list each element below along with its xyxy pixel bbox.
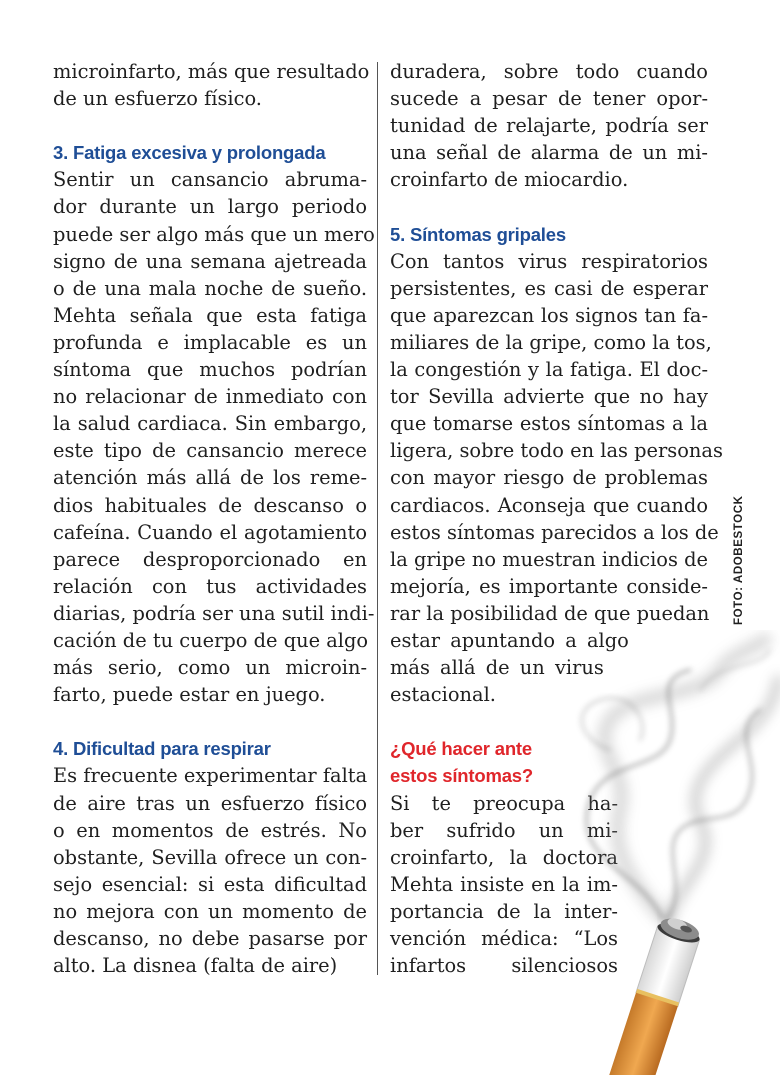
text-line: más allá de un virus bbox=[390, 656, 604, 680]
text-line: miliares de la gripe, como la tos, bbox=[390, 330, 712, 354]
text-line: profunda e implacable es un bbox=[53, 330, 367, 354]
text-line: no mejora con un momento de bbox=[53, 899, 367, 923]
cigarette bbox=[609, 914, 704, 1075]
text-line: con mayor riesgo de problemas bbox=[390, 466, 708, 490]
column-divider bbox=[377, 62, 378, 975]
text-line: estacional. bbox=[390, 683, 496, 707]
text-line: estos síntomas parecidos a los de bbox=[390, 520, 719, 544]
text-line: no relacionar de inmediato con bbox=[53, 385, 367, 409]
text-line: Si te preocupa ha- bbox=[390, 791, 618, 815]
text-line: que tomarse estos síntomas a la bbox=[390, 412, 708, 436]
text-line: ber sufrido un mi- bbox=[390, 818, 618, 842]
cigarette-smoke-icon bbox=[550, 630, 780, 1075]
photo-credit: FOTO: ADOBESTOCK bbox=[733, 495, 745, 625]
section-3-body bbox=[53, 166, 375, 708]
text-line: la congestión y la fatiga. El doc- bbox=[390, 358, 708, 382]
text-line: atención más allá de los reme- bbox=[53, 466, 367, 490]
text-line: rar la posibilidad de que puedan bbox=[390, 601, 710, 625]
text-line: vención médica: “Los bbox=[390, 927, 618, 950]
text-line: croinfarto de miocardio. bbox=[390, 168, 629, 192]
text-line: tunidad de relajarte, podría ser bbox=[390, 114, 708, 138]
section-4-body bbox=[53, 762, 367, 979]
text-line: Sentir un cansancio abruma- bbox=[53, 168, 367, 192]
text-line: cardiacos. Aconseja que cuando bbox=[390, 493, 708, 517]
text-line: estar apuntando a algo bbox=[390, 628, 629, 652]
text-line: farto, puede estar en juego. bbox=[53, 683, 326, 707]
text-line: tor Sevilla advierte que no hay bbox=[390, 385, 708, 409]
text-line: Mehta insiste en la im- bbox=[390, 872, 618, 896]
section-3-heading: 3. Fatiga excesiva y prolongada bbox=[53, 142, 326, 164]
text-line: descanso, no debe pasarse por bbox=[53, 927, 367, 950]
text-line: obstante, Sevilla ofrece un con- bbox=[53, 845, 367, 869]
text-line: diarias, podría ser una sutil indi- bbox=[53, 601, 375, 625]
text-line: dios habituales de descanso o bbox=[53, 493, 367, 517]
column-2-intro bbox=[390, 58, 708, 193]
what-to-do-heading-line2: estos síntomas? bbox=[390, 765, 533, 787]
text-line: síntoma que muchos podrían bbox=[53, 358, 367, 382]
text-line: infartos silenciosos bbox=[390, 954, 618, 978]
text-line: que aparezcan los signos tan fa- bbox=[390, 303, 708, 327]
text-line: relación con tus actividades bbox=[53, 574, 367, 598]
smoke bbox=[582, 640, 778, 922]
section-4-heading: 4. Dificultad para respirar bbox=[53, 738, 271, 760]
text-line: mejoría, es importante conside- bbox=[390, 574, 708, 598]
column-1 bbox=[53, 58, 375, 979]
text-line: una señal de alarma de un mi- bbox=[390, 141, 708, 165]
text-line: o de una mala noche de sueño. bbox=[53, 276, 367, 300]
text-line: Con tantos virus respiratorios bbox=[390, 249, 708, 273]
text-line: duradera, sobre todo cuando bbox=[390, 60, 708, 83]
text-line: parece desproporcionado en bbox=[53, 547, 367, 571]
text-line: cación de tu cuerpo de que algo bbox=[53, 628, 369, 652]
what-to-do-heading-line1: ¿Qué hacer ante bbox=[390, 738, 532, 760]
text-line: signo de una semana ajetreada bbox=[53, 249, 367, 273]
text-line: portancia de la inter- bbox=[390, 899, 618, 923]
text-line: ligera, sobre todo en las personas bbox=[390, 439, 723, 463]
text-line: Mehta señala que esta fatiga bbox=[53, 303, 367, 327]
text-line: o en momentos de estrés. No bbox=[53, 818, 367, 842]
text-line: dor durante un largo periodo bbox=[53, 195, 367, 219]
text-line: de un esfuerzo físico. bbox=[53, 87, 262, 111]
text-line: más serio, como un microin- bbox=[53, 656, 367, 680]
text-line: puede ser algo más que un mero bbox=[53, 222, 375, 246]
text-line: de aire tras un esfuerzo físico bbox=[53, 791, 367, 815]
text-line: Es frecuente experimentar falta bbox=[53, 764, 368, 788]
text-line: persistentes, es casi de esperar bbox=[390, 276, 708, 300]
text-line: alto. La disnea (falta de aire) bbox=[53, 954, 338, 978]
text-line: microinfarto, más que resultado bbox=[53, 60, 370, 83]
section-5-heading: 5. Síntomas gripales bbox=[390, 223, 566, 245]
text-line: sejo esencial: si esta dificultad bbox=[53, 872, 367, 896]
text-line: la salud cardiaca. Sin embargo, bbox=[53, 412, 367, 436]
text-line: croinfarto, la doctora bbox=[390, 845, 618, 869]
text-line: sucede a pesar de tener opor- bbox=[390, 87, 708, 111]
text-line: la gripe no muestran indicios de bbox=[390, 547, 708, 571]
text-line: este tipo de cansancio merece bbox=[53, 439, 367, 463]
text-line: cafeína. Cuando el agotamiento bbox=[53, 520, 367, 544]
